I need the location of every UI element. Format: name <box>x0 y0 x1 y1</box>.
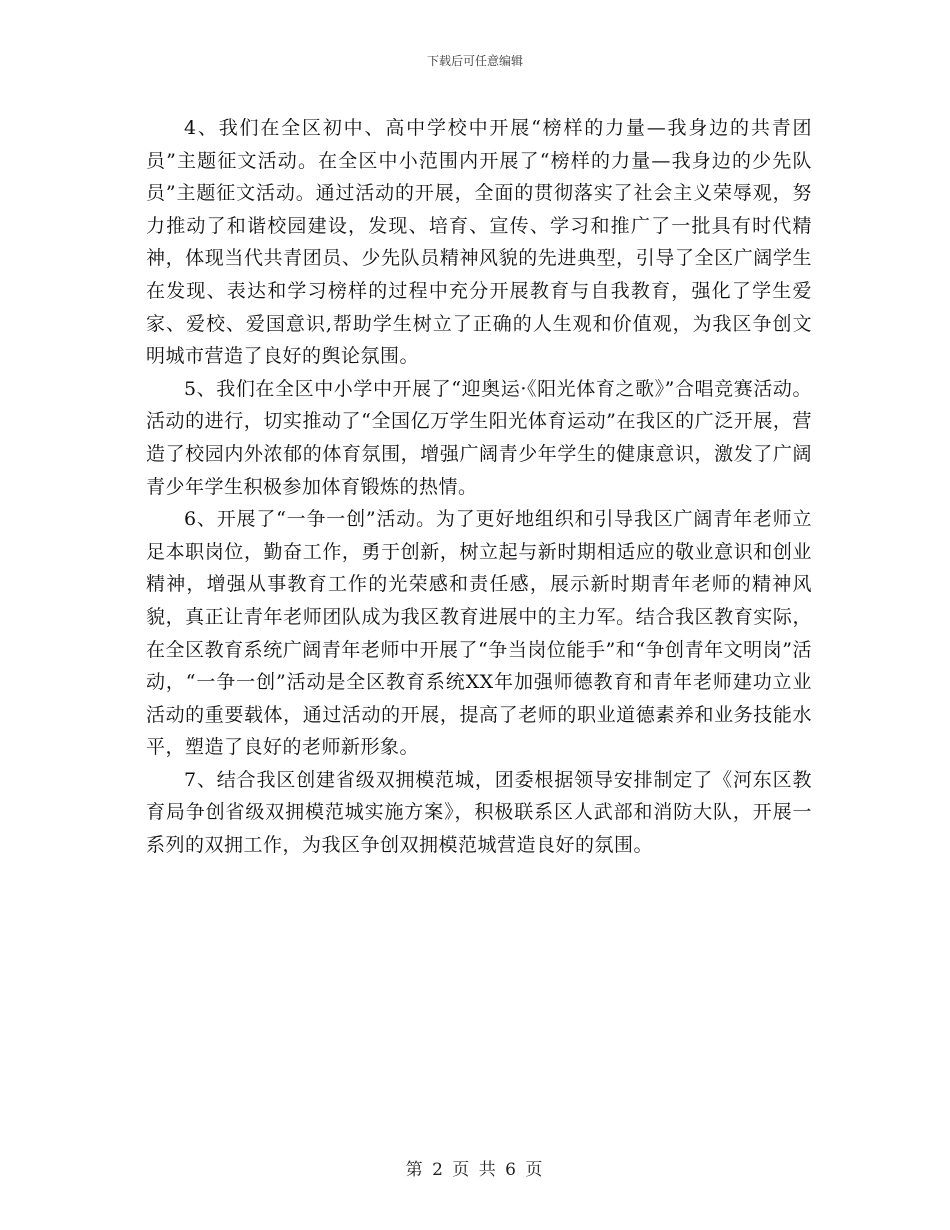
paragraph-item-4: 4、我们在全区初中、高中学校中开展“榜样的力量—我身边的共青团员”主题征文活动。在全区中小范围内开展了“榜样的力量—我身边的少先队员”主题征文活动。通过活动的开展，全面的贯彻落实了社会主义荣辱观，努力推动了和谐校园建设，发现、培育、宣传、学习和推广了一批具有时代精神，体现当代共青团员、少先队员精神风貌的先进典型，引导了全区广阔学生在发现、表达和学习榜样的过程中充分开展教育与自我教育，强化了学生爱家、爱校、爱国意识,帮助学生树立了正确的人生观和价值观，为我区争创文明城市营造了良好的舆论氛围。 <box>146 117 812 368</box>
paragraph-item-7: 7、结合我区创建省级双拥模范城，团委根据领导安排制定了《河东区教育局争创省级双拥模范城实施方案》，积极联系区人武部和消防大队，开展一系列的双拥工作，为我区争创双拥模范城营造良好的氛围。 <box>146 768 812 857</box>
page-header: 下载后可任意编辑 <box>426 54 523 68</box>
page-footer: 第 2 页 共 6 页 <box>405 1160 545 1180</box>
paragraph-item-5: 5、我们在全区中小学中开展了“迎奥运·《阳光体育之歌》”合唱竞赛活动。活动的进行，切实推动了“全国亿万学生阳光体育运动”在我区的广泛开展，营造了校园内外浓郁的体育氛围，增强广阔青少年学生的健康意识，激发了广阔青少年学生积极参加体育锻炼的热情。 <box>146 377 812 498</box>
paragraph-item-6: 6、开展了“一争一创”活动。为了更好地组织和引导我区广阔青年老师立足本职岗位，勤奋工作，勇于创新，树立起与新时期相适应的敬业意识和创业精神，增强从事教育工作的光荣感和责任感，展示新时期青年老师的精神风貌，真正让青年老师团队成为我区教育进展中的主力军。结合我区教育实际，在全区教育系统广阔青年老师中开展了“争当岗位能手”和“争创青年文明岗”活动，“一争一创”活动是全区教育系统XX年加强师德教育和青年老师建功立业活动的重要载体，通过活动的开展，提高了老师的职业道德素养和业务技能水平，塑造了良好的老师新形象。 <box>146 508 812 759</box>
document-body <box>146 112 812 862</box>
